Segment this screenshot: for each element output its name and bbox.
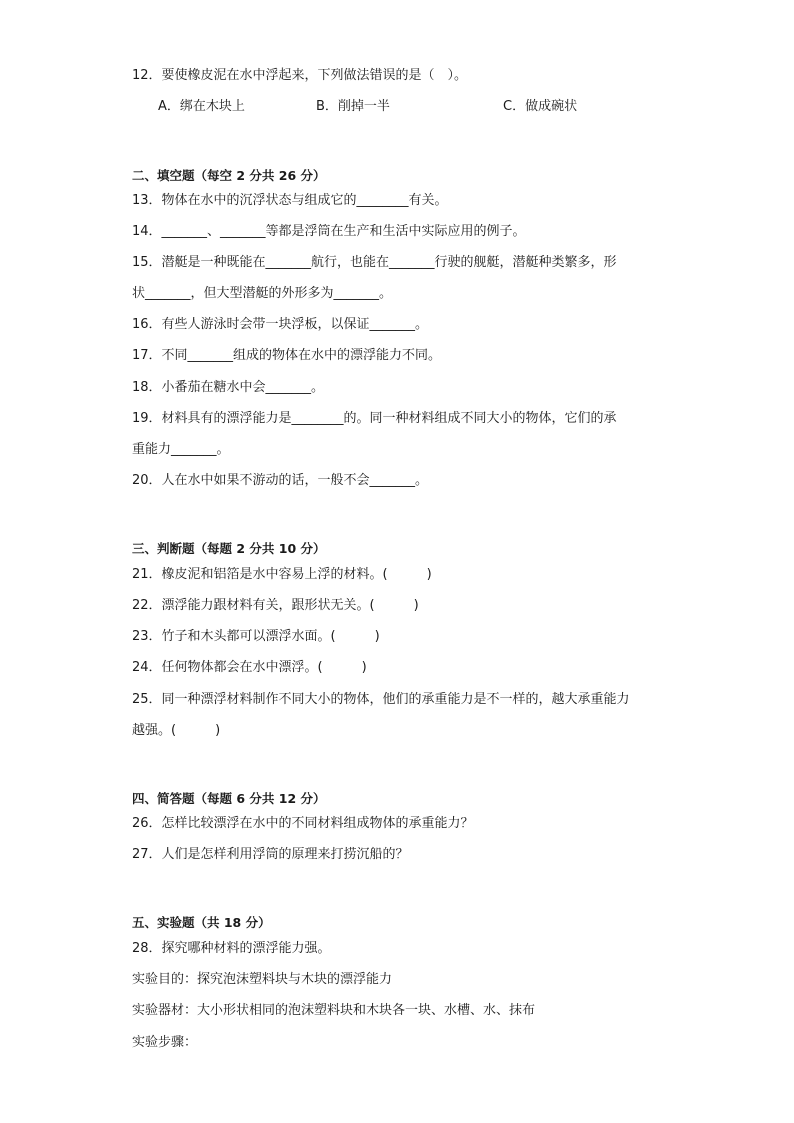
- experiment-materials: 实验器材：大小形状相同的泡沫塑料块和木块各一块、水槽、水、抹布: [132, 1003, 536, 1018]
- question-27: 27．人们是怎样利用浮筒的原理来打捞沉船的？: [132, 847, 409, 862]
- question-15: 15．潜艇是一种既能在_______航行，也能在_______行驶的舰艇，潜艇种类繁多，形: [132, 255, 617, 270]
- experiment-steps-label: 实验步骤：: [132, 1035, 198, 1050]
- question-19: 19．材料具有的漂浮能力是________的。同一种材料组成不同大小的物体，它们的承: [132, 411, 617, 426]
- question-13: 13．物体在水中的沉浮状态与组成它的________有关。: [132, 193, 448, 208]
- question-26: 26．怎样比较漂浮在水中的不同材料组成物体的承重能力？: [132, 816, 474, 831]
- option-c: C．做成碗状: [503, 99, 578, 114]
- question-25-cont: 越强。( ): [132, 723, 221, 738]
- section-5-title: 五、实验题（共 18 分）: [132, 915, 271, 930]
- question-14: 14．_______、_______等都是浮筒在生产和生活中实际应用的例子。: [132, 224, 526, 239]
- option-b: B．削掉一半: [316, 99, 390, 114]
- question-22: 22．漂浮能力跟材料有关，跟形状无关。( ): [132, 598, 419, 613]
- question-15-cont: 状_______，但大型潜艇的外形多为_______。: [132, 286, 393, 301]
- question-23: 23．竹子和木头都可以漂浮水面。( ): [132, 629, 380, 644]
- question-21: 21．橡皮泥和铝箔是水中容易上浮的材料。( ): [132, 567, 432, 582]
- question-19-cont: 重能力_______。: [132, 442, 230, 457]
- section-3-title: 三、判断题（每题 2 分共 10 分）: [132, 541, 326, 556]
- question-18: 18．小番茄在糖水中会_______。: [132, 380, 325, 395]
- experiment-purpose: 实验目的：探究泡沫塑料块与木块的漂浮能力: [132, 972, 393, 987]
- section-2-title: 二、填空题（每空 2 分共 26 分）: [132, 168, 326, 183]
- question-25: 25．同一种漂浮材料制作不同大小的物体，他们的承重能力是不一样的，越大承重能力: [132, 692, 630, 707]
- question-28: 28．探究哪种材料的漂浮能力强。: [132, 941, 331, 956]
- question-24: 24．任何物体都会在水中漂浮。( ): [132, 660, 367, 675]
- option-a: A．绑在木块上: [158, 99, 245, 114]
- question-17: 17．不同_______组成的物体在水中的漂浮能力不同。: [132, 348, 442, 363]
- question-20: 20．人在水中如果不游动的话，一般不会_______。: [132, 473, 429, 488]
- question-12: 12．要使橡皮泥在水中浮起来，下列做法错误的是（ ）。: [132, 68, 468, 83]
- question-16: 16．有些人游泳时会带一块浮板，以保证_______。: [132, 317, 429, 332]
- section-4-title: 四、简答题（每题 6 分共 12 分）: [132, 791, 326, 806]
